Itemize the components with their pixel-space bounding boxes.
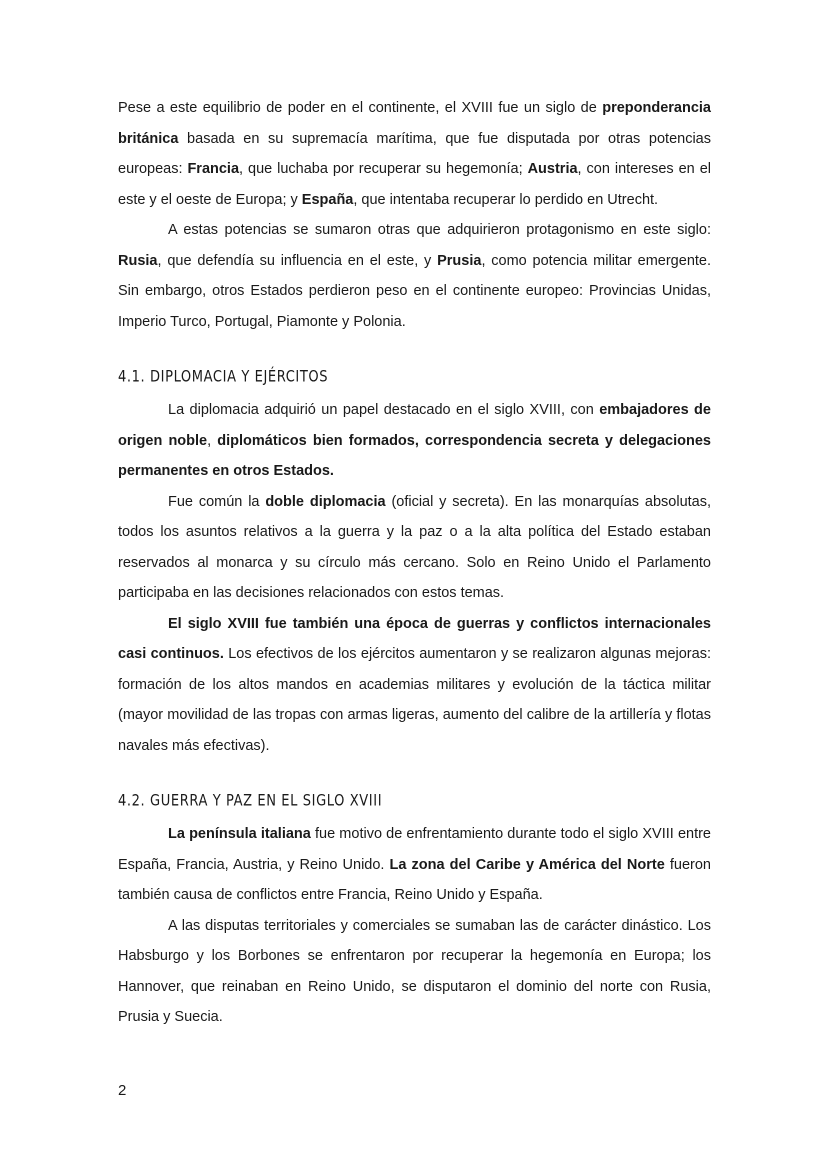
text-run: fueron también causa de conflictos entre Francia, Reino Unido y España. (118, 856, 711, 903)
text-run: , que intentaba recuperar lo perdido en Utrecht. (353, 191, 659, 208)
page-body (118, 93, 711, 1033)
text-run: fue motivo de enfrentamiento durante todo el siglo XVIII entre España, Francia, Austria, y Reino Unido. (118, 826, 711, 873)
bold-text-run: embajadores de origen noble (118, 402, 711, 449)
section1-paragraph-2 (118, 487, 711, 609)
bold-text-run: Austria (527, 161, 578, 177)
text-run: Fue común la (168, 493, 266, 510)
bold-text-run: Rusia (118, 252, 158, 269)
section1-paragraph-1 (118, 395, 711, 487)
text-run: , que defendía su influencia en el este, y (157, 252, 438, 269)
intro-paragraph-1 (118, 93, 711, 215)
text-run: (oficial y secreta). En las monarquías absolutas, todos los asuntos relativos a la guerra y la paz o a la alta política del Estado estaban reservados al monarca y su círculo más cercano. Solo en Reino Unido el Parlamento participaba en las decisiones relacionados con estos temas. (118, 493, 711, 601)
section2-paragraph-1 (118, 819, 711, 911)
bold-text-run: diplomáticos bien formados, correspondencia secreta y delegaciones permanentes en otros Estados. (118, 432, 711, 479)
section-heading-guerra-paz: 4.2. GUERRA Y PAZ EN EL SIGLO XVIII (118, 792, 383, 810)
section-heading-diplomacia: 4.1. DIPLOMACIA Y EJÉRCITOS (118, 368, 329, 386)
bold-text-run: preponderancia británica (118, 100, 711, 147)
bold-text-run: España (301, 191, 354, 208)
text-run: , (207, 432, 218, 449)
text-run: Pese a este equilibrio de poder en el continente, el XVIII fue un siglo de (118, 100, 603, 116)
bold-text-run: La zona del Caribe y América del Norte (389, 856, 665, 873)
text-run: Los efectivos de los ejércitos aumentaron y se realizaron algunas mejoras: formación de los altos mandos en academias militares y evolución de la táctica militar (mayor movilidad de las tropas con armas ligeras, aumento del calibre de la artillería y flotas navales más efectivas). (118, 646, 711, 754)
text-run: , con intereses en el este y el oeste de Europa; y (118, 161, 711, 208)
bold-text-run: Prusia (437, 252, 482, 269)
bold-text-run: El siglo XVIII fue también una época de guerras y conflictos internacionales casi continuos. (118, 615, 711, 662)
text-run: La diplomacia adquirió un papel destacado en el siglo XVIII, con (168, 402, 600, 418)
intro-paragraph-2 (118, 215, 711, 337)
text-run: A estas potencias se sumaron otras que adquirieron protagonismo en este siglo: (168, 222, 711, 238)
bold-text-run: La península italiana (168, 826, 311, 842)
text-run: basada en su supremacía marítima, que fue disputada por otras potencias europeas: (118, 130, 711, 177)
page-number: 2 (118, 1082, 127, 1099)
text-run: , como potencia militar emergente. Sin embargo, otros Estados perdieron peso en el continente europeo: Provincias Unidas, Imperio Turco, Portugal, Piamonte y Polonia. (118, 252, 711, 330)
bold-text-run: Francia (187, 161, 240, 177)
section2-paragraph-2 (118, 911, 711, 1033)
text-run: , que luchaba por recuperar su hegemonía; (239, 161, 528, 177)
bold-text-run: doble diplomacia (265, 493, 386, 510)
section1-paragraph-3 (118, 609, 711, 762)
text-run: A las disputas territoriales y comerciales se sumaban las de carácter dinástico. Los Habsburgo y los Borbones se enfrentaron por recuperar la hegemonía en Europa; los Hannover, que reinaban en Reino Unido, se disputaron el dominio del norte con Rusia, Prusia y Suecia. (118, 917, 711, 1025)
